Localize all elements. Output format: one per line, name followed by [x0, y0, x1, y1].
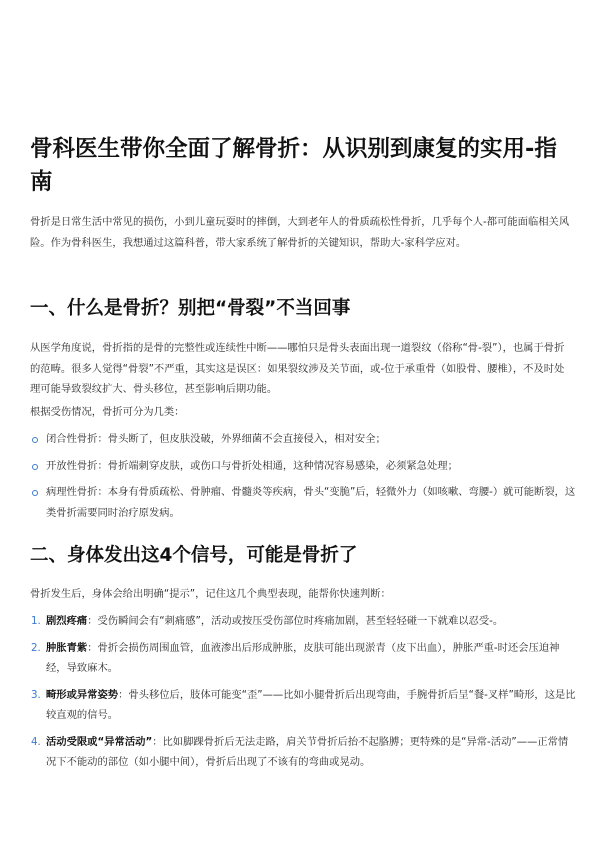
section-1-heading: 一、什么是骨折？别把“骨裂”不当回事 [30, 298, 351, 319]
section-2-paragraph: 骨折发生后，身体会给出明确“提示”，记住这几个典型表现，能帮你快速判断： [30, 588, 391, 600]
list-item: 4. 活动受限或“异常活动”：比如脚踝骨折后无法走路，肩关节骨折后抬不起胳膊；更特殊的是“异常-活动”——正常情况下不能动的部位（如小腿中间），骨折后出现了不该有的弯曲或晃动。 [31, 735, 569, 768]
list-item: 2. 肿胀青紫：骨折会损伤周围血管，血液渗出后形成肿胀，皮肤可能出现淤青（皮下出血），肿胀严重-时还会压迫神经，导致麻木。 [31, 641, 560, 674]
bullet-icon [32, 437, 38, 443]
section-1-classification-intro: 根据受伤情况，骨折可分为几类： [30, 406, 185, 418]
list-item: 病理性骨折：本身有骨质疏松、骨肿瘤、骨髓炎等疾病，骨头“变脆”后，轻微外力（如咳嗽、弯腰-）就可能断裂，这类骨折需要同时治疗原发病。 [30, 482, 578, 523]
list-item: 开放性骨折：骨折端刺穿皮肤，或伤口与骨折处相通，这种情况容易感染，必须紧急处理； [30, 456, 578, 477]
section-1-paragraph: 从医学角度说，骨折指的是骨的完整性或连续性中断——哪怕只是骨头表面出现一道裂纹（俗称“骨-裂”），也属于骨折的范畴。很多人觉得“骨裂”不严重，其实这是误区：如果裂纹涉及关节面，或-位于承重骨（如股骨、腰椎），不及时处理可能导致裂纹扩大、骨头移位，甚至影响后期功能。 [30, 342, 565, 395]
bullet-icon [32, 490, 38, 496]
intro-paragraph: 骨折是日常生活中常见的损伤，小到儿童玩耍时的摔倒，大到老年人的骨质疏松性骨折，几乎每个人-都可能面临相关风险。作为骨科医生，我想通过这篇科普，带大家系统了解骨折的关键知识，帮助大-家科学应对。 [30, 216, 570, 249]
bullet-icon [32, 464, 38, 470]
list-item: 闭合性骨折：骨头断了，但皮肤没破，外界细菌不会直接侵入，相对安全； [30, 429, 578, 450]
fracture-types-list [30, 429, 578, 523]
fracture-signs-list [30, 611, 578, 773]
section-2-heading: 二、身体发出这4个信号，可能是骨折了 [30, 545, 358, 566]
page-title: 骨科医生带你全面了解骨折：从识别到康复的实用-指南 [30, 136, 557, 195]
list-item: 3. 畸形或异常姿势：骨头移位后，肢体可能变“歪”——比如小腿骨折后出现弯曲，手腕骨折后呈“餐-叉样”畸形，这是比较直观的信号。 [31, 688, 576, 721]
list-item: 1. 剧烈疼痛：受伤瞬间会有“刺痛感”，活动或按压受伤部位时疼痛加剧，甚至轻轻碰一下就难以忍受-。 [31, 615, 504, 627]
